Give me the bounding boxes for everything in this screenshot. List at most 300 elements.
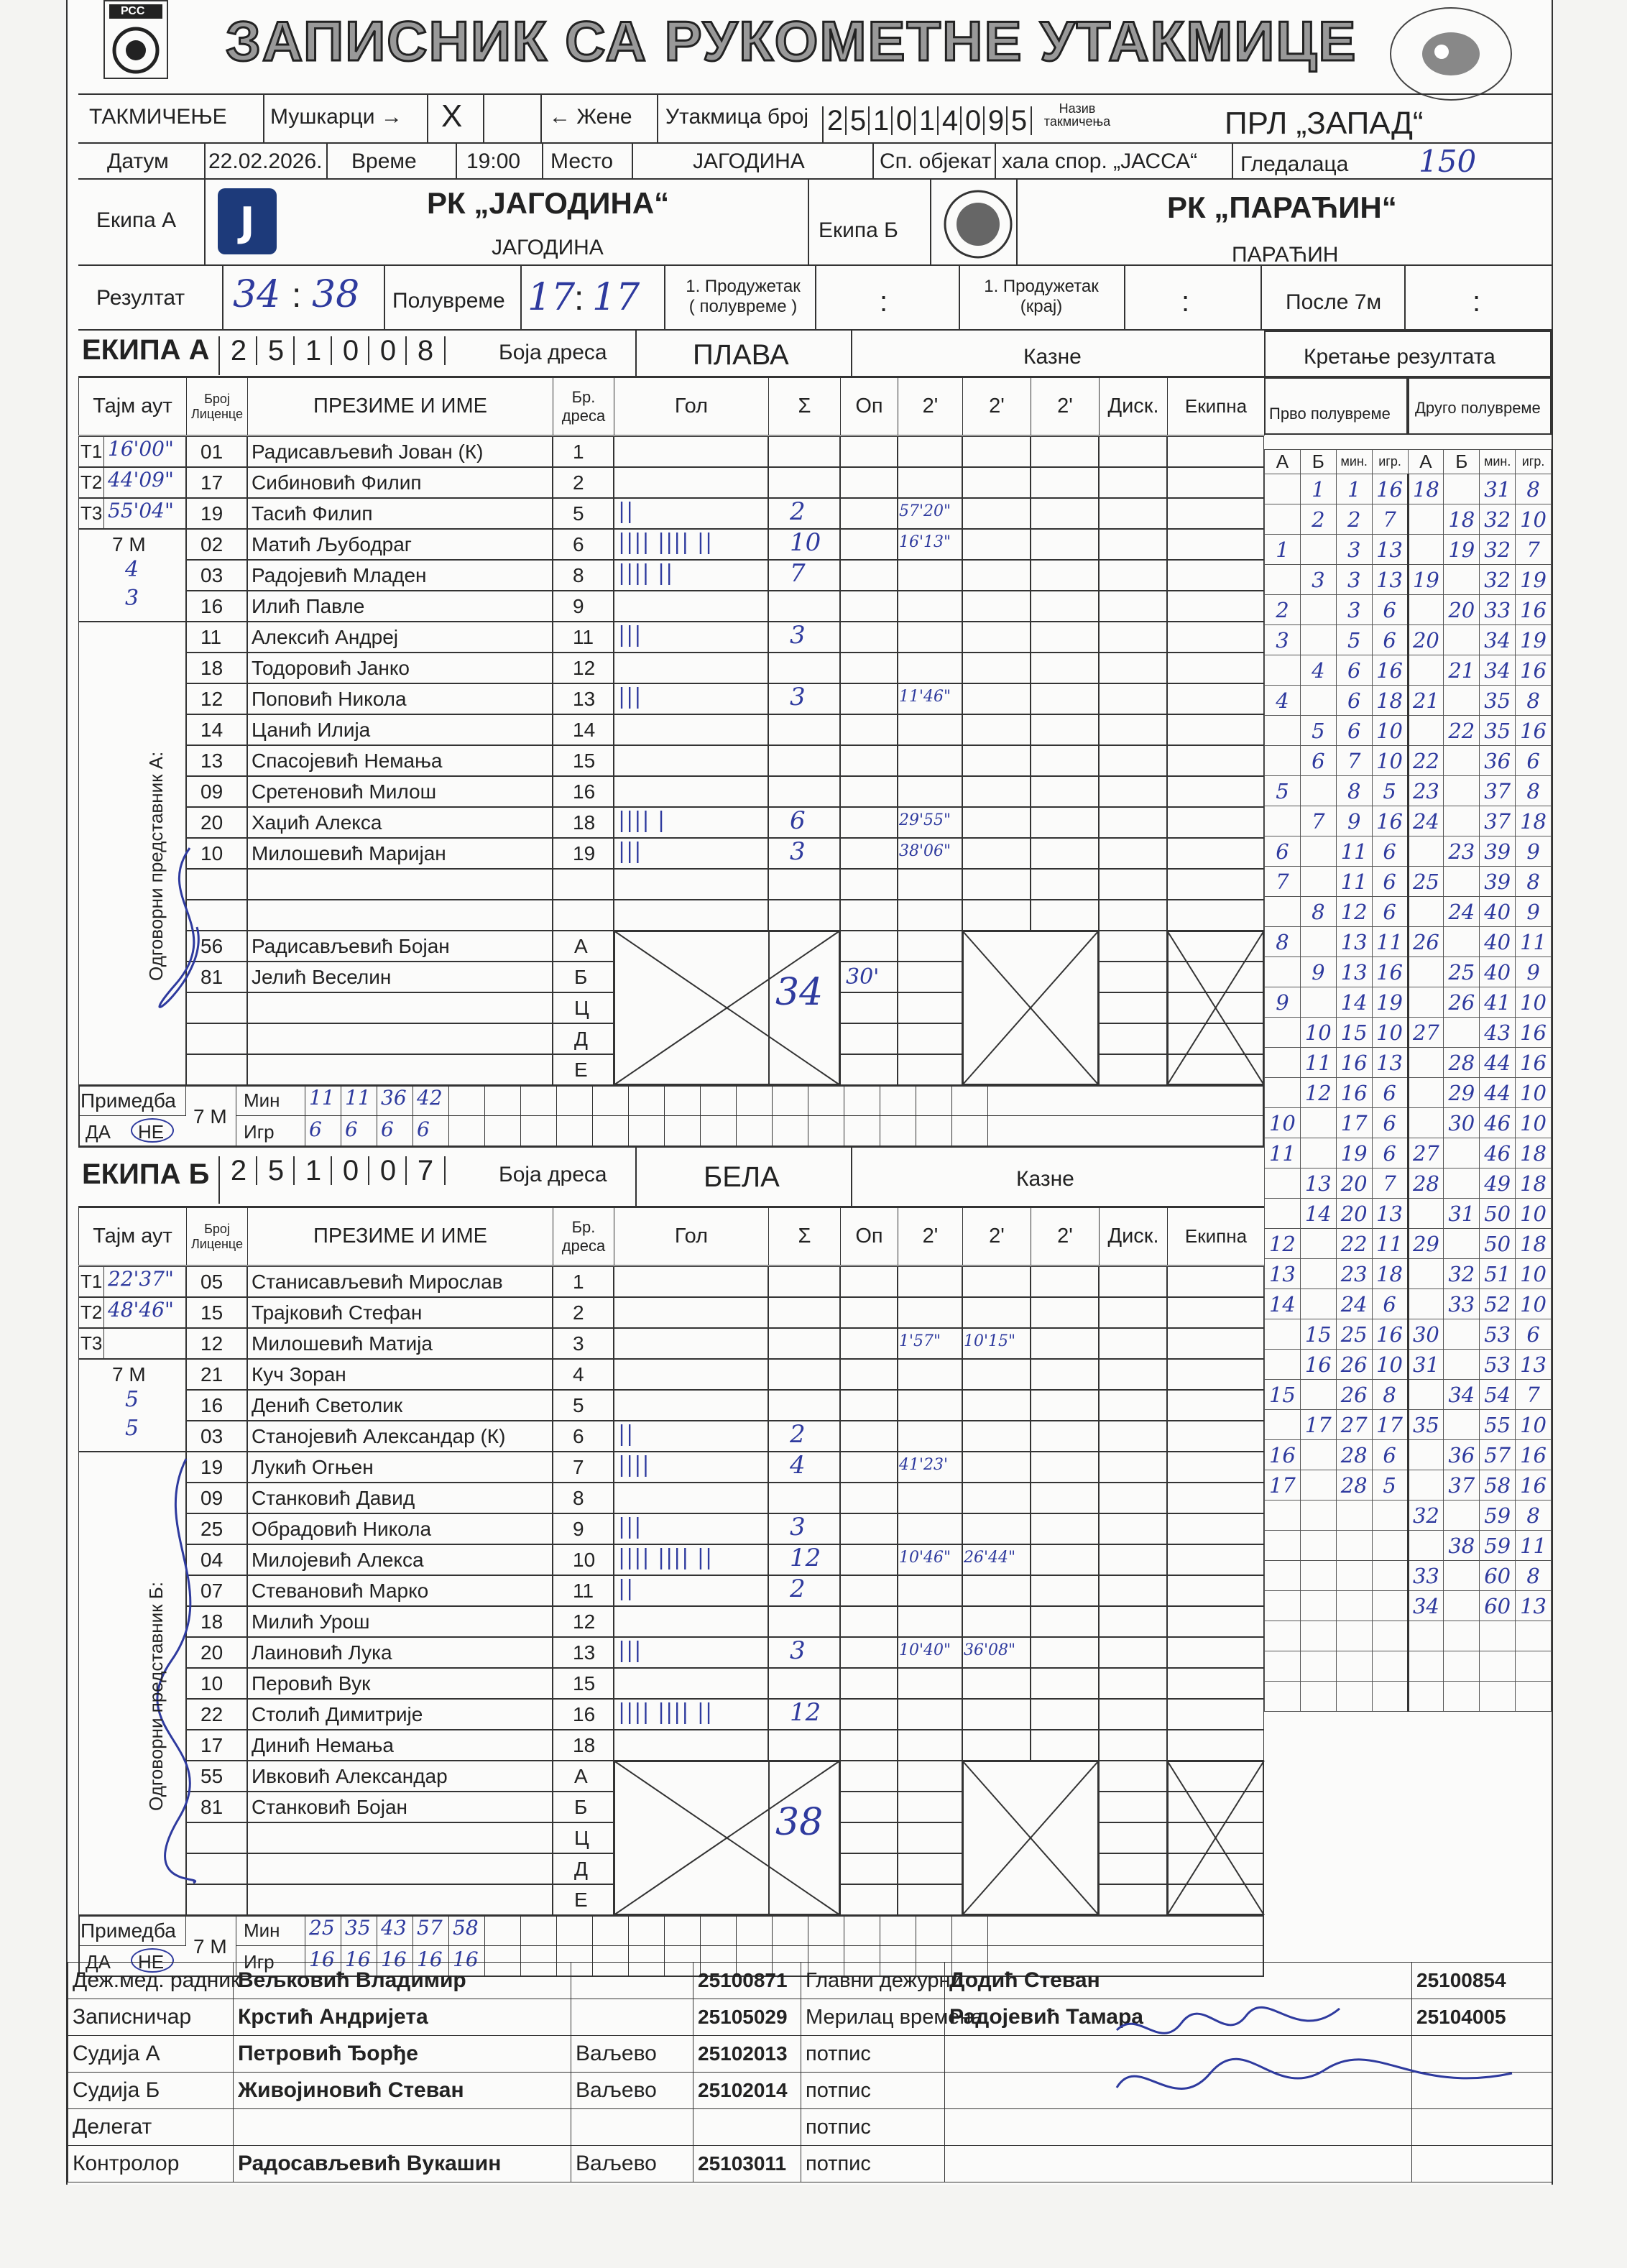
crossed-box xyxy=(962,931,1099,1085)
player-goal-tally: |||| |||| || xyxy=(618,530,714,555)
player-licence: 18 xyxy=(201,1610,223,1633)
progress-cell xyxy=(1336,1651,1372,1682)
progress-cell: 18 xyxy=(1408,474,1444,504)
player-goal-sum: 7 xyxy=(790,559,806,588)
progress-cell: 18 xyxy=(1516,1138,1552,1168)
result-b: 38 xyxy=(312,273,360,316)
progress-cell: 6 xyxy=(1265,836,1301,867)
progress-col-header: мин. xyxy=(1336,450,1372,474)
result-a: 34 xyxy=(233,273,281,316)
progress-cell: 32 xyxy=(1444,1259,1480,1289)
player-jersey-no: 3 xyxy=(573,1332,584,1355)
team-total: 38 xyxy=(775,1801,824,1844)
player-goal-tally: || xyxy=(618,499,635,524)
sevenm-igr: 16 xyxy=(417,1947,443,1971)
player-licence: 19 xyxy=(201,502,223,525)
progress-cell: 6 xyxy=(1372,1289,1408,1319)
progress-cell: 14 xyxy=(1336,987,1372,1018)
progress-cell: 28 xyxy=(1336,1440,1372,1470)
player-penalty-1: 10'40" xyxy=(899,1641,951,1659)
progress-cell: 8 xyxy=(1265,927,1301,957)
progress-cell xyxy=(1300,867,1336,897)
venue-label: Сп. објекат xyxy=(880,149,992,173)
progress-col-header: мин. xyxy=(1480,450,1516,474)
progress-table xyxy=(1264,449,1552,1712)
footer-role: Записничар xyxy=(68,1999,234,2036)
progress-cell xyxy=(1408,987,1444,1018)
footer-role-2: Главни дежурни xyxy=(801,1963,945,1999)
progress-row xyxy=(1265,1531,1552,1561)
progress-cell: 16 xyxy=(1336,1078,1372,1108)
sevenm-igr: 16 xyxy=(453,1947,479,1971)
progress-row xyxy=(1265,1199,1552,1229)
progress-cell: 3 xyxy=(1336,535,1372,565)
progress-cell: 26 xyxy=(1444,987,1480,1018)
progress-cell xyxy=(1408,595,1444,625)
progress-cell xyxy=(1265,1531,1301,1561)
progress-cell xyxy=(1300,1138,1336,1168)
spectators-label: Гледалаца xyxy=(1240,152,1349,176)
progress-cell xyxy=(1300,1501,1336,1531)
progress-cell: 6 xyxy=(1372,1078,1408,1108)
date-value: 22.02.2026. xyxy=(208,149,323,173)
footer-number: 25102013 xyxy=(693,2036,801,2073)
progress-cell: 5 xyxy=(1336,625,1372,655)
progress-cell xyxy=(1265,1651,1301,1682)
player-penalty-1: 16'13" xyxy=(899,533,951,551)
progress-cell xyxy=(1444,806,1480,836)
ot1-end-label: 1. Продужетак (крај) xyxy=(984,277,1099,316)
progress-cell: 28 xyxy=(1408,1168,1444,1199)
footer-city xyxy=(571,1999,693,2036)
th-b-name: ПРЕЗИМЕ И ИМЕ xyxy=(248,1208,553,1266)
footer-city xyxy=(571,1963,693,1999)
player-licence: 17 xyxy=(201,471,223,494)
player-licence: 20 xyxy=(201,1641,223,1664)
federation-logo xyxy=(103,0,168,79)
official-role: Д xyxy=(574,1858,588,1880)
progress-cell: 3 xyxy=(1265,625,1301,655)
player-goal-tally: ||| xyxy=(618,622,642,647)
crossed-box xyxy=(1167,931,1264,1085)
team-total: 34 xyxy=(775,971,824,1014)
date-label: Датум xyxy=(107,149,169,173)
competition-label: ТАКМИЧЕЊЕ xyxy=(89,105,227,129)
progress-cell: 38 xyxy=(1444,1531,1480,1561)
progress-cell xyxy=(1265,1048,1301,1078)
progress-cell xyxy=(1444,625,1480,655)
progress-cell: 13 xyxy=(1372,1048,1408,1078)
player-licence: 07 xyxy=(201,1580,223,1602)
team-a-table xyxy=(78,377,1265,435)
player-name: Трајковић Стефан xyxy=(252,1301,423,1324)
player-jersey-no: 2 xyxy=(573,1301,584,1324)
progress-cell xyxy=(1300,987,1336,1018)
progress-cell: 8 xyxy=(1300,897,1336,927)
progress-cell: 8 xyxy=(1516,776,1552,806)
progress-row xyxy=(1265,655,1552,686)
progress-cell: 7 xyxy=(1300,806,1336,836)
player-name: Стевановић Марко xyxy=(252,1580,429,1602)
progress-cell xyxy=(1516,1682,1552,1712)
player-jersey-no: 13 xyxy=(573,688,596,710)
progress-cell: 19 xyxy=(1516,625,1552,655)
player-name: Денић Светолик xyxy=(252,1394,403,1416)
player-licence: 15 xyxy=(201,1301,223,1324)
progress-cell: 11 xyxy=(1336,836,1372,867)
progress-cell xyxy=(1408,1048,1444,1078)
team-b-penalties-label: Казне xyxy=(1016,1167,1074,1191)
progress-cell: 3 xyxy=(1336,565,1372,595)
progress-cell xyxy=(1265,1018,1301,1048)
progress-cell xyxy=(1300,535,1336,565)
official-licence: 56 xyxy=(201,935,223,957)
progress-cell: 36 xyxy=(1480,746,1516,776)
progress-cell: 43 xyxy=(1480,1018,1516,1048)
progress-cell xyxy=(1444,1229,1480,1259)
player-name: Радисављевић Јован (К) xyxy=(252,441,484,463)
progress-cell: 10 xyxy=(1516,1289,1552,1319)
player-licence: 10 xyxy=(201,842,223,865)
progress-cell: 52 xyxy=(1480,1289,1516,1319)
timeout-label: Т3 xyxy=(80,1332,103,1354)
progress-cell: 19 xyxy=(1336,1138,1372,1168)
player-licence: 09 xyxy=(201,780,223,803)
progress-row xyxy=(1265,746,1552,776)
progress-cell: 12 xyxy=(1336,897,1372,927)
player-licence: 16 xyxy=(201,1394,223,1416)
timeout-label: Т2 xyxy=(80,471,103,493)
progress-col-header: Б xyxy=(1444,450,1480,474)
player-jersey-no: 10 xyxy=(573,1549,596,1571)
player-licence: 18 xyxy=(201,657,223,679)
th-b-sum: Σ xyxy=(769,1208,841,1266)
th-timeout: Тајм аут xyxy=(79,378,187,435)
ot1-end-colon: : xyxy=(1181,286,1190,318)
progress-cell xyxy=(1408,1531,1444,1561)
progress-cell xyxy=(1372,1501,1408,1531)
progress-cell xyxy=(1300,1440,1336,1470)
player-goal-tally: ||| xyxy=(618,839,642,864)
remark-yes[interactable]: ДА xyxy=(86,1121,111,1143)
progress-cell: 46 xyxy=(1480,1108,1516,1138)
player-name: Милошевић Маријан xyxy=(252,842,446,865)
player-goal-tally: |||| xyxy=(618,1452,650,1478)
player-licence: 03 xyxy=(201,564,223,586)
progress-cell: 9 xyxy=(1265,987,1301,1018)
progress-cell xyxy=(1408,836,1444,867)
progress-cell: 19 xyxy=(1408,565,1444,595)
progress-cell: 4 xyxy=(1265,686,1301,716)
team-b-name: РК „ПАРАЋИН“ xyxy=(1167,190,1397,224)
progress-cell: 6 xyxy=(1372,625,1408,655)
progress-row xyxy=(1265,1018,1552,1048)
progress-cell xyxy=(1516,1651,1552,1682)
progress-cell xyxy=(1265,1501,1301,1531)
player-goal-sum: 3 xyxy=(790,837,806,866)
progress-row xyxy=(1265,957,1552,987)
progress-cell: 17 xyxy=(1336,1108,1372,1138)
progress-cell: 29 xyxy=(1408,1229,1444,1259)
player-jersey-no: 18 xyxy=(573,1734,596,1756)
player-goal-sum: 12 xyxy=(790,1698,821,1727)
progress-cell: 30 xyxy=(1408,1319,1444,1350)
progress-cell: 20 xyxy=(1336,1199,1372,1229)
progress-cell xyxy=(1408,1259,1444,1289)
progress-cell xyxy=(1265,1199,1301,1229)
progress-cell: 19 xyxy=(1444,535,1480,565)
progress-cell xyxy=(1300,927,1336,957)
ot1-half-label: 1. Продужетак ( полувреме ) xyxy=(686,277,801,316)
progress-cell xyxy=(1444,565,1480,595)
progress-cell: 16 xyxy=(1300,1350,1336,1380)
progress-cell: 21 xyxy=(1444,655,1480,686)
progress-cell xyxy=(1300,1108,1336,1138)
player-goal-tally: ||| xyxy=(618,1514,642,1539)
player-jersey-no: 12 xyxy=(573,657,596,679)
progress-cell: 35 xyxy=(1480,686,1516,716)
women-label: ← Жене xyxy=(549,105,632,129)
progress-cell xyxy=(1372,1531,1408,1561)
progress-row xyxy=(1265,1621,1552,1651)
progress-cell: 22 xyxy=(1444,716,1480,746)
progress-cell xyxy=(1265,746,1301,776)
progress-cell: 50 xyxy=(1480,1199,1516,1229)
sevenm-igr: 16 xyxy=(309,1947,335,1971)
team-a-label: Екипа А xyxy=(96,208,177,232)
svg-text:J: J xyxy=(239,199,255,246)
th-b-licence: Број Лиценце xyxy=(187,1208,248,1266)
progress-row xyxy=(1265,1651,1552,1682)
player-goal-tally: || xyxy=(618,1576,635,1601)
official-role: А xyxy=(574,1765,588,1787)
th-disq: Диск. xyxy=(1100,378,1168,435)
progress-cell: 19 xyxy=(1372,987,1408,1018)
progress-cell: 11 xyxy=(1372,1229,1408,1259)
progress-cell xyxy=(1265,957,1301,987)
official-role: Б xyxy=(574,966,588,988)
progress-cell xyxy=(1300,595,1336,625)
player-licence: 03 xyxy=(201,1425,223,1447)
progress-cell xyxy=(1444,1018,1480,1048)
progress-cell xyxy=(1444,746,1480,776)
progress-cell xyxy=(1265,1561,1301,1591)
official-role: Е xyxy=(574,1889,588,1911)
progress-cell: 7 xyxy=(1336,746,1372,776)
team-a-rep-label: Одговорни представник А: xyxy=(145,751,167,981)
progress-cell: 1 xyxy=(1265,535,1301,565)
player-jersey-no: 11 xyxy=(573,1580,594,1602)
progress-row xyxy=(1265,1561,1552,1591)
player-jersey-no: 16 xyxy=(573,1703,596,1725)
team-b-section-label: ЕКИПА Б xyxy=(82,1158,210,1190)
progress-cell xyxy=(1265,1591,1301,1621)
progress-cell xyxy=(1408,1078,1444,1108)
player-licence: 17 xyxy=(201,1734,223,1756)
progress-cell xyxy=(1265,806,1301,836)
progress-cell xyxy=(1444,1682,1480,1712)
league-logo xyxy=(1390,7,1512,101)
progress-row xyxy=(1265,1078,1552,1108)
progress-cell xyxy=(1372,1621,1408,1651)
team-a-logo xyxy=(215,185,280,257)
crossed-box xyxy=(1167,1761,1264,1915)
player-name: Лукић Огњен xyxy=(252,1456,374,1478)
progress-cell: 35 xyxy=(1480,716,1516,746)
progress-cell: 7 xyxy=(1265,867,1301,897)
progress-cell: 16 xyxy=(1336,1048,1372,1078)
progress-cell: 10 xyxy=(1265,1108,1301,1138)
player-jersey-no: 15 xyxy=(573,750,596,772)
footer-city: Ваљево xyxy=(571,2036,693,2073)
player-jersey-no: 11 xyxy=(573,626,594,648)
progress-cell xyxy=(1444,1651,1480,1682)
progress-cell: 9 xyxy=(1516,957,1552,987)
player-name: Тодоровић Јанко xyxy=(252,657,410,679)
progress-cell xyxy=(1265,1410,1301,1440)
th-b-two-2: 2' xyxy=(963,1208,1031,1266)
player-licence: 11 xyxy=(201,626,222,648)
progress-cell: 39 xyxy=(1480,867,1516,897)
progress-cell xyxy=(1444,1168,1480,1199)
progress-cell xyxy=(1265,1350,1301,1380)
progress-cell xyxy=(1300,1289,1336,1319)
progress-cell: 5 xyxy=(1372,776,1408,806)
player-name: Милић Урош xyxy=(252,1610,370,1633)
official-name: Ивковић Александар xyxy=(252,1765,448,1787)
progress-cell xyxy=(1408,897,1444,927)
timeout-value: 22'37" xyxy=(108,1267,174,1291)
progress-cell: 13 xyxy=(1336,927,1372,957)
footer-number: 25105029 xyxy=(693,1999,801,2036)
footer-role: Судија Б xyxy=(68,2073,234,2109)
progress-cell: 15 xyxy=(1300,1319,1336,1350)
th-jersey-no: Бр. дреса xyxy=(553,378,614,435)
progress-first-half: Прво полувреме xyxy=(1269,405,1391,423)
progress-cell: 10 xyxy=(1372,746,1408,776)
progress-cell: 33 xyxy=(1444,1289,1480,1319)
player-goal-sum: 2 xyxy=(790,1575,806,1603)
player-licence: 12 xyxy=(201,688,223,710)
progress-cell xyxy=(1265,474,1301,504)
player-jersey-no: 5 xyxy=(573,1394,584,1416)
player-goal-sum: 3 xyxy=(790,1636,806,1665)
progress-cell: 13 xyxy=(1516,1350,1552,1380)
progress-cell: 26 xyxy=(1336,1380,1372,1410)
remark-no[interactable]: НЕ xyxy=(138,1121,165,1143)
progress-cell: 10 xyxy=(1516,1410,1552,1440)
progress-cell: 18 xyxy=(1516,806,1552,836)
progress-cell: 10 xyxy=(1300,1018,1336,1048)
player-jersey-no: 9 xyxy=(573,1518,584,1540)
progress-cell xyxy=(1265,1319,1301,1350)
progress-cell: 18 xyxy=(1516,1168,1552,1199)
progress-cell xyxy=(1300,1682,1336,1712)
th-b-op: Оп xyxy=(841,1208,898,1266)
progress-cell: 32 xyxy=(1408,1501,1444,1531)
remark-yes[interactable]: ДА xyxy=(86,1951,111,1973)
footer-name: Радосављевић Вукашин xyxy=(234,2146,571,2182)
progress-cell xyxy=(1300,1561,1336,1591)
progress-cell xyxy=(1300,776,1336,806)
progress-cell: 24 xyxy=(1444,897,1480,927)
progress-cell xyxy=(1300,686,1336,716)
progress-cell: 23 xyxy=(1408,776,1444,806)
progress-cell: 59 xyxy=(1480,1531,1516,1561)
progress-cell xyxy=(1444,474,1480,504)
progress-cell: 27 xyxy=(1408,1018,1444,1048)
progress-cell: 11 xyxy=(1300,1048,1336,1078)
progress-cell xyxy=(1300,1591,1336,1621)
progress-cell: 23 xyxy=(1336,1259,1372,1289)
progress-cell: 6 xyxy=(1372,1108,1408,1138)
player-name: Спасојевић Немања xyxy=(252,750,443,772)
player-goal-tally: ||| xyxy=(618,684,642,709)
timeout-value: 48'46" xyxy=(108,1298,174,1322)
sevenm-min: 35 xyxy=(345,1916,371,1940)
remark-label: Примедба xyxy=(80,1089,176,1112)
player-name: Алексић Андреј xyxy=(252,626,398,648)
progress-cell xyxy=(1408,716,1444,746)
progress-row xyxy=(1265,1410,1552,1440)
progress-cell: 5 xyxy=(1372,1470,1408,1501)
progress-cell xyxy=(1444,1561,1480,1591)
progress-cell: 18 xyxy=(1372,1259,1408,1289)
progress-cell: 37 xyxy=(1444,1470,1480,1501)
progress-cell: 6 xyxy=(1300,746,1336,776)
player-jersey-no: 6 xyxy=(573,1425,584,1447)
progress-cell: 32 xyxy=(1480,535,1516,565)
player-jersey-no: 9 xyxy=(573,595,584,617)
progress-cell: 39 xyxy=(1480,836,1516,867)
player-goal-sum: 2 xyxy=(790,497,806,526)
progress-cell: 13 xyxy=(1372,1199,1408,1229)
footer-number: 25102014 xyxy=(693,2073,801,2109)
timeout-value: 44'09" xyxy=(108,468,174,492)
progress-cell: 36 xyxy=(1444,1440,1480,1470)
player-name: Станисављевић Мирослав xyxy=(252,1271,503,1293)
footer-row xyxy=(68,1963,1552,1999)
progress-cell: 16 xyxy=(1372,806,1408,836)
player-penalty-1: 29'55" xyxy=(899,811,951,829)
player-name: Куч Зоран xyxy=(252,1363,346,1386)
progress-cell: 34 xyxy=(1444,1380,1480,1410)
remark-label: Примедба xyxy=(80,1919,176,1942)
sevenm-igr: 6 xyxy=(381,1117,394,1141)
progress-row xyxy=(1265,1380,1552,1410)
player-jersey-no: 14 xyxy=(573,719,596,741)
progress-cell xyxy=(1300,1380,1336,1410)
player-name: Сибиновић Филип xyxy=(252,471,422,494)
player-licence: 19 xyxy=(201,1456,223,1478)
sevenm-min: 42 xyxy=(417,1086,443,1110)
progress-cell xyxy=(1300,1531,1336,1561)
team-a-jersey-label: Боја дреса xyxy=(499,341,607,364)
official-role: Д xyxy=(574,1028,588,1050)
progress-row xyxy=(1265,1591,1552,1621)
footer-role-2: потпис xyxy=(801,2109,945,2146)
progress-cell xyxy=(1444,1350,1480,1380)
official-licence: 55 xyxy=(201,1765,223,1787)
official-role: Ц xyxy=(574,1827,589,1849)
remark-no[interactable]: НЕ xyxy=(138,1951,165,1973)
progress-col-header: Б xyxy=(1300,450,1336,474)
progress-cell xyxy=(1336,1501,1372,1531)
progress-cell xyxy=(1408,535,1444,565)
team-a-section-label: ЕКИПА А xyxy=(82,334,210,366)
progress-cell: 7 xyxy=(1516,535,1552,565)
half-colon: : xyxy=(574,280,584,318)
